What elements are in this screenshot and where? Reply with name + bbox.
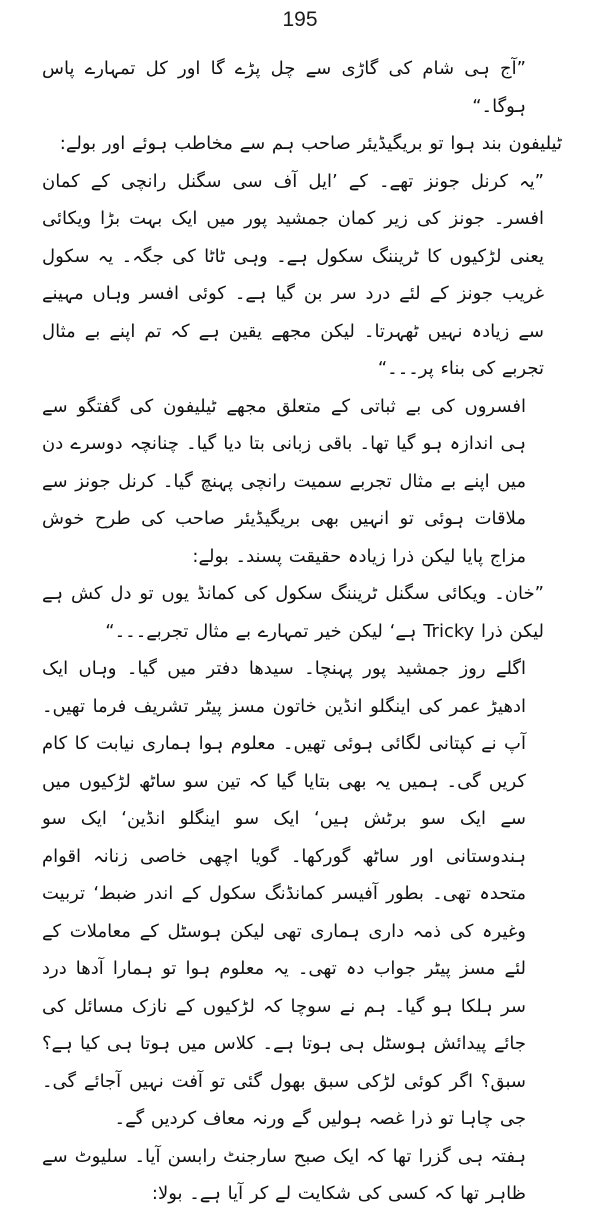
paragraph-officers: افسروں کی بے ثباتی کے متعلق مجھے ٹیلیفون کی گفتگو سے ہی اندازہ ہو گیا تھا۔ باقی زبانی بتا دیا گیا۔ چنانچہ دوسرے دن میں اپنے بے مثال تجربے سمیت رانچی پہنچ گیا۔ کرنل جونز سے ملاقات ہوئی تو انہیں بھی بریگیڈیئر صاحب کی طرح خوش مزاج پایا لیکن ذرا زیادہ حقیقت پسند۔ بولے: <box>42 395 526 567</box>
paragraph-quote-phone: ”آج ہی شام کی گاڑی سے چل پڑے گا اور کل تمہارے پاس ہوگا۔“ <box>42 58 526 117</box>
paragraph-phone-ended: ٹیلیفون بند ہوا تو بریگیڈیئر صاحب ہم سے مخاطب ہوئے اور بولے: <box>59 133 562 154</box>
paragraph-sergeant: ہفتہ ہی گزرا تھا کہ ایک صبح سارجنٹ رابسن آیا۔ سلیوٹ سے ظاہر تھا کہ کسی کی شکایت لے کر آیا ہے۔ بولا: <box>42 1145 526 1204</box>
body-text <box>42 50 562 1213</box>
paragraph-colonel-jones: ”یہ کرنل جونز تھے۔ کے ’ایل آف سی سگنل رانچی کے کمان افسر۔ جونز کی زیر کمان جمشید پور میں ایک بہت بڑا ویکائی یعنی لڑکیوں کا ٹریننگ سکول ہے۔ وہی ٹاٹا کی جگہ۔ یہ سکول غریب جونز کے لئے درد سر بن گیا ہے۔ کوئی افسر وہاں مہینے سے زیادہ نہیں ٹھہرتا۔ لیکن مجھے یقین ہے کہ تم اپنے بے مثال تجربے کی بناء پر۔۔۔“ <box>42 170 544 379</box>
paragraph-jamshedpur: اگلے روز جمشید پور پہنچا۔ سیدھا دفتر میں گیا۔ وہاں ایک ادھیڑ عمر کی اینگلو انڈین خاتون مسز پیٹر تشریف فرما تھیں۔ آپ نے کپتانی لگائی ہوئی تھیں۔ معلوم ہوا ہماری نیابت کا کام کریں گی۔ ہمیں یہ بھی بتایا گیا کہ تین سو ساٹھ لڑکیوں میں سے ایک سو برٹش ہیں‘ ایک سو اینگلو انڈین‘ ایک سو ہندوستانی اور ساٹھ گورکھا۔ گویا اچھی خاصی زنانہ اقوام متحدہ تھی۔ بطور آفیسر کمانڈنگ سکول کے اندر ضبط‘ تربیت وغیرہ کی ذمہ داری ہماری تھی لیکن ہوسٹل کے معاملات کے لئے مسز پیٹر جواب دہ تھی۔ یہ معلوم ہوا تو ہمارا آدھا درد سر ہلکا ہو گیا۔ ہم نے سوچا کہ لڑکیوں کے نازک مسائل کی جائے پیدائش ہوسٹل ہی ہوتا ہے۔ کلاس میں ہوتا ہی کیا ہے؟ سبق؟ اگر کوئی لڑکی سبق بھول گئی تو آفت نہیں آجائے گی۔ جی چاہا تو ذرا غصہ ہولیں گے ورنہ معاف کردیں گے۔ <box>42 658 526 1129</box>
page-number: 195 <box>282 8 318 31</box>
paragraph-khan-quote: ”خان۔ ویکائی سگنل ٹریننگ سکول کی کمانڈ یوں تو دل کش ہے لیکن ذرا Tricky ہے‘ لیکن خیر تمہارے بے مثال تجربے۔۔۔“ <box>42 583 544 642</box>
